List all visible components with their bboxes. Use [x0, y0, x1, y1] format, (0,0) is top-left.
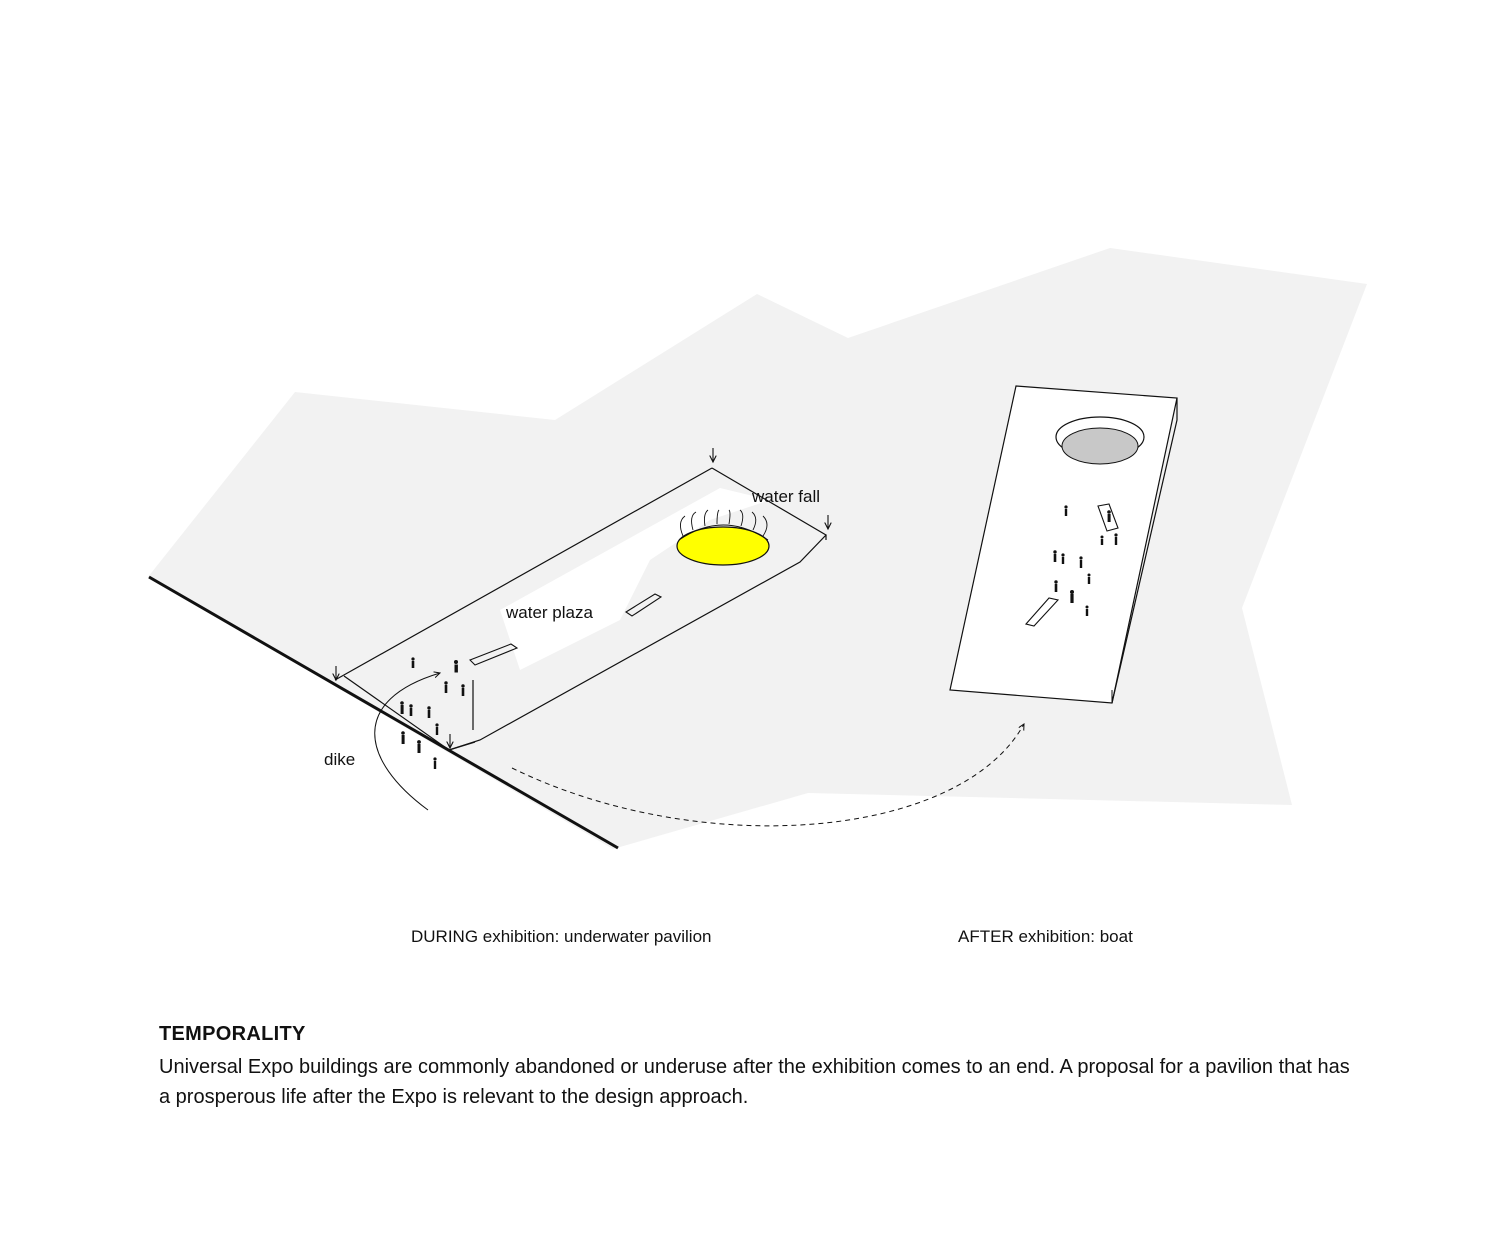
label-water-fall: water fall — [752, 487, 821, 506]
label-water-plaza: water plaza — [506, 603, 593, 622]
section-heading: TEMPORALITY — [159, 1023, 306, 1045]
section-body: Universal Expo buildings are commonly abandoned or underuse after the exhibition comes to an end. A proposal for a pavilion that has a prosperous life after the Expo is relevant to the design approach. — [159, 1056, 1350, 1108]
caption-during: DURING exhibition: underwater pavilion — [411, 927, 712, 946]
label-dike: dike — [324, 750, 356, 769]
caption-after: AFTER exhibition: boat — [958, 927, 1133, 946]
